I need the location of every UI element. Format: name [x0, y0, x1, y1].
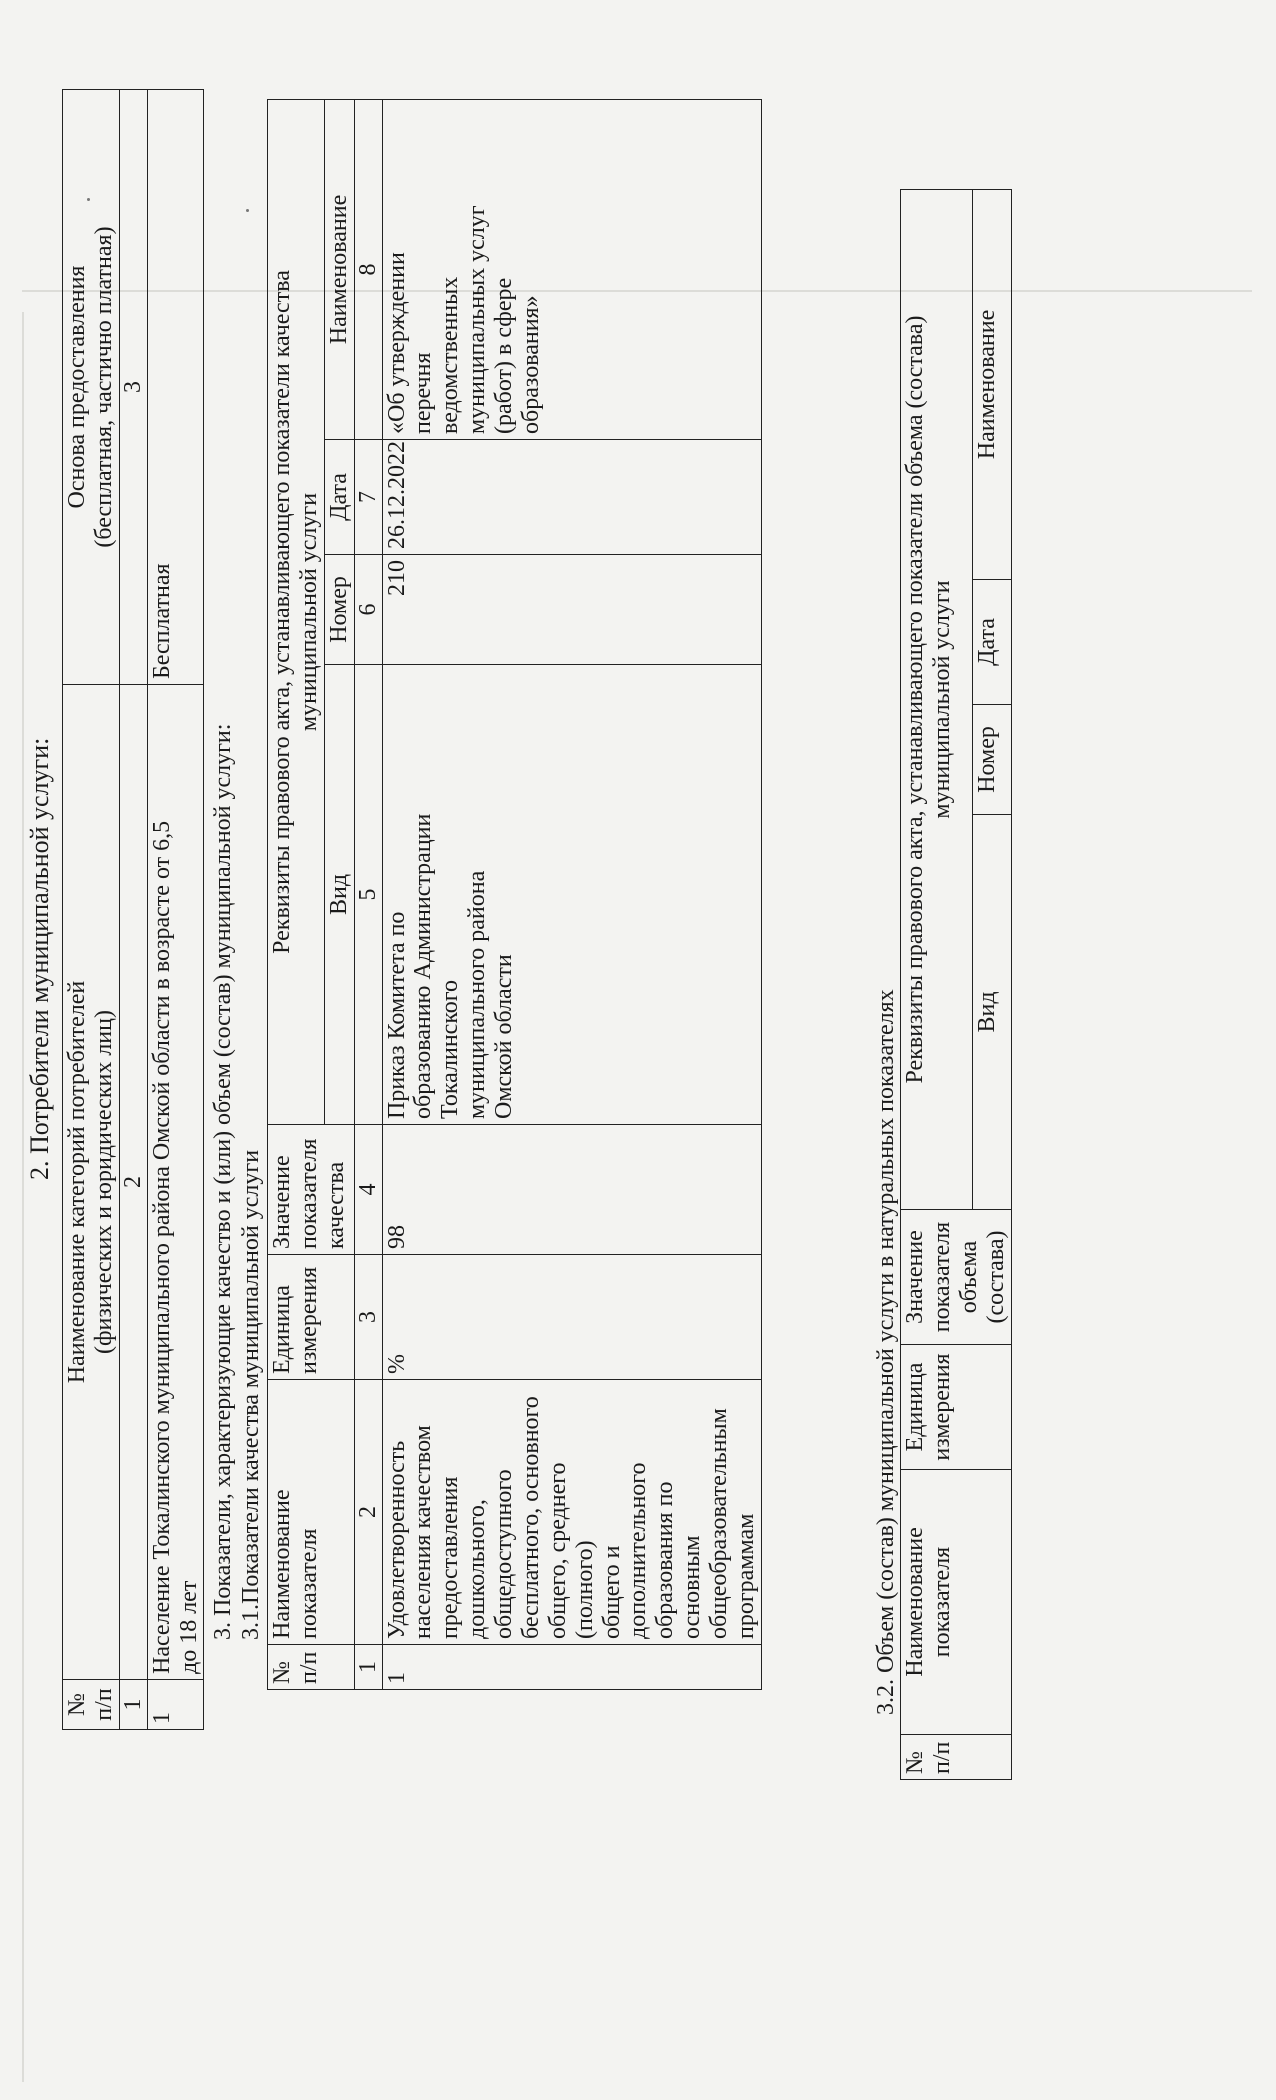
header-legal-act: Реквизиты правового акта, устанавливающего показатели качества муниципальной услуги [268, 100, 325, 1125]
header-act-number: Номер [324, 555, 354, 665]
scan-edge-line [22, 312, 24, 2082]
row-no: 1 [382, 1645, 761, 1690]
column-number: 3 [354, 1255, 382, 1380]
rotated-document [25, 35, 1205, 2075]
header-act-title: Наименование [973, 189, 1011, 579]
column-number: 2 [119, 685, 147, 1680]
act-title: «Об утверждении перечня ведомственных муниципальных услуг (работ) в сфере образования» [382, 100, 761, 440]
header-act-date: Дата [324, 440, 354, 555]
indicator-value: 98 [382, 1125, 761, 1255]
header-unit: Единица измерения [901, 1345, 1012, 1470]
column-number: 6 [354, 555, 382, 665]
row-no: 1 [147, 1680, 204, 1730]
column-number: 3 [119, 90, 147, 685]
column-number: 8 [354, 100, 382, 440]
act-type: Приказ Комитета по образованию Администрации Токалинского муниципального района Омской области [382, 665, 761, 1125]
header-category: Наименование категорий потребителей (физических и юридических лиц) [63, 685, 120, 1680]
header-basis: Основа предоставления (бесплатная, частично платная) [63, 90, 120, 685]
column-number: 1 [354, 1645, 382, 1690]
header-unit: Единица измерения [268, 1255, 355, 1380]
quality-indicators-table [267, 99, 762, 1690]
volume-indicators-table [900, 189, 1012, 1780]
act-date: 26.12.2022 [382, 440, 761, 555]
header-quality-value: Значение показателя качества [268, 1125, 355, 1255]
column-number: 1 [119, 1680, 147, 1730]
header-act-type: Вид [973, 815, 1011, 1210]
header-no: № п/п [63, 1680, 120, 1730]
consumers-table [62, 89, 204, 1730]
header-act-title: Наименование [324, 100, 354, 440]
header-no: № п/п [901, 1735, 1012, 1780]
header-indicator-name: Наименование показателя [901, 1470, 1012, 1735]
column-number: 4 [354, 1125, 382, 1255]
header-legal-act: Реквизиты правового акта, устанавливающего показатели объема (состава) муниципальной услуги [901, 189, 973, 1209]
column-number: 2 [354, 1380, 382, 1645]
section3-title: 3. Показатели, характеризующие качество и (или) объем (состав) муниципальной услуги: [210, 723, 236, 1640]
consumer-category: Население Токалинского муниципального района Омской области в возрасте от 6,5 до 18 лет [147, 685, 204, 1680]
header-volume-value: Значение показателя объема (состава) [901, 1210, 1012, 1345]
act-number: 210 [382, 555, 761, 665]
header-no: № п/п [268, 1645, 355, 1690]
header-act-type: Вид [324, 665, 354, 1125]
header-act-date: Дата [973, 580, 1011, 705]
section32-title: 3.2. Объем (состав) муниципальной услуги в натуральных показателях [873, 989, 899, 1715]
header-act-number: Номер [973, 705, 1011, 815]
section2-title: 2. Потребители муниципальной услуги: [25, 737, 54, 1180]
header-indicator-name: Наименование показателя [268, 1380, 355, 1645]
provision-basis: Бесплатная [147, 90, 204, 685]
column-number: 7 [354, 440, 382, 555]
indicator-unit: % [382, 1255, 761, 1380]
column-number: 5 [354, 665, 382, 1125]
section31-subtitle: 3.1.Показатели качества муниципальной услуги [238, 1149, 264, 1640]
indicator-name: Удовлетворенность населения качеством предоставления дошкольного, общедоступного бесплатного, основного общего, среднего (полного) общего и дополнительного образования по основным общеобразовательным программам [382, 1380, 761, 1645]
